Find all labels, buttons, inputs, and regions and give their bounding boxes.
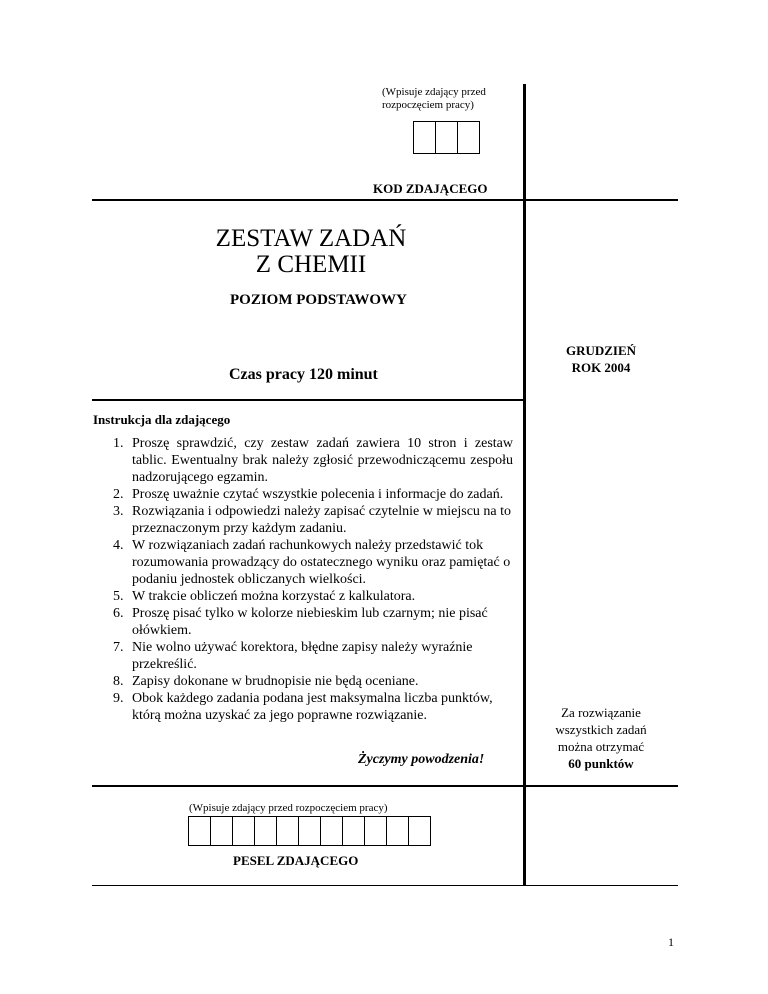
instruction-number: 4.: [113, 538, 124, 553]
pesel-box[interactable]: [408, 816, 431, 846]
pesel-box[interactable]: [188, 816, 211, 846]
code-box-2[interactable]: [435, 121, 458, 154]
bottom-separator: [92, 785, 678, 787]
pesel-note: (Wpisuje zdający przed rozpoczęciem pracy): [189, 802, 388, 814]
instruction-number: 9.: [113, 691, 124, 706]
instruction-item: [93, 673, 513, 690]
level-label: POZIOM PODSTAWOWY: [230, 292, 407, 308]
points-line2: wszystkich zadań: [555, 722, 647, 737]
instruction-text: W rozwiązaniach zadań rachunkowych należy przedstawić tok rozumowania prowadzący do ostatecznego wyniku oraz pamiętać o podaniu jednostek obliczanych wielkości.: [132, 538, 511, 587]
page-number: 1: [668, 935, 674, 949]
instruction-item: [93, 537, 513, 588]
pesel-box[interactable]: [210, 816, 233, 846]
code-note-line1: (Wpisuje zdający przed: [382, 86, 486, 98]
pesel-box[interactable]: [320, 816, 343, 846]
instruction-text: Nie wolno używać korektora, błędne zapisy należy wyraźnie przekreślić.: [132, 640, 473, 672]
time-label: Czas pracy 120 minut: [229, 366, 378, 383]
instruction-number: 8.: [113, 674, 124, 689]
pesel-box[interactable]: [232, 816, 255, 846]
title-line1: ZESTAW ZADAŃ: [215, 225, 407, 252]
instruction-item: [93, 690, 513, 724]
instruction-item: [93, 435, 513, 486]
instruction-number: 5.: [113, 589, 124, 604]
points-line3: można otrzymać: [557, 739, 645, 754]
date-year: ROK 2004: [571, 360, 631, 375]
pesel-label: PESEL ZDAJĄCEGO: [233, 853, 359, 868]
code-box-1[interactable]: [413, 121, 436, 154]
top-separator: [92, 199, 678, 201]
points-line1: Za rozwiązanie: [561, 705, 641, 720]
instruction-number: 1.: [113, 436, 124, 451]
instruction-item: [93, 605, 513, 639]
instruction-text: Zapisy dokonane w brudnopisie nie będą oceniane.: [132, 674, 419, 689]
pesel-box[interactable]: [386, 816, 409, 846]
title-line2: Z CHEMII: [255, 251, 367, 278]
instruction-item: [93, 503, 513, 537]
mid-separator: [92, 399, 526, 401]
instruction-text: Rozwiązania i odpowiedzi należy zapisać czytelnie w miejscu na to przeznaczonym przy każdym zadaniu.: [132, 504, 512, 536]
pesel-box[interactable]: [342, 816, 365, 846]
code-note-line2: rozpoczęciem pracy): [382, 99, 474, 111]
wish-text: Życzymy powodzenia!: [358, 752, 485, 767]
instruction-number: 6.: [113, 606, 124, 621]
instruction-item: [93, 486, 513, 503]
instruction-item: [93, 639, 513, 673]
instruction-number: 3.: [113, 504, 124, 519]
pesel-box[interactable]: [364, 816, 387, 846]
pesel-box[interactable]: [276, 816, 299, 846]
points-info: [526, 704, 676, 772]
code-note: [382, 86, 486, 112]
footer-separator: [92, 885, 678, 886]
instruction-text: Proszę pisać tylko w kolorze niebieskim lub czarnym; nie pisać ołówkiem.: [132, 606, 488, 638]
pesel-box[interactable]: [254, 816, 277, 846]
instruction-item: [93, 588, 513, 605]
code-box-3[interactable]: [457, 121, 480, 154]
page-title: [180, 226, 442, 278]
code-label: KOD ZDAJĄCEGO: [373, 181, 488, 196]
pesel-boxes: [188, 816, 432, 846]
instructions-heading: Instrukcja dla zdającego: [93, 412, 231, 427]
instruction-number: 2.: [113, 487, 124, 502]
instruction-text: Obok każdego zadania podana jest maksymalna liczba punktów, którą można uzyskać za jego poprawne rozwiązanie.: [132, 691, 493, 723]
date-month: GRUDZIEŃ: [565, 343, 637, 358]
exam-date: [526, 342, 676, 376]
instructions-list: [93, 435, 513, 724]
instruction-text: W trakcie obliczeń można korzystać z kalkulatora.: [132, 589, 416, 604]
instruction-text: Proszę sprawdzić, czy zestaw zadań zawiera 10 stron i zestaw tablic. Ewentualny brak należy zgłosić przewodniczącemu zespołu nadzorującego egzamin.: [132, 436, 513, 485]
instruction-text: Proszę uważnie czytać wszystkie polecenia i informacje do zadań.: [132, 487, 504, 502]
pesel-box[interactable]: [298, 816, 321, 846]
points-line4: 60 punktów: [568, 756, 634, 771]
instruction-number: 7.: [113, 640, 124, 655]
